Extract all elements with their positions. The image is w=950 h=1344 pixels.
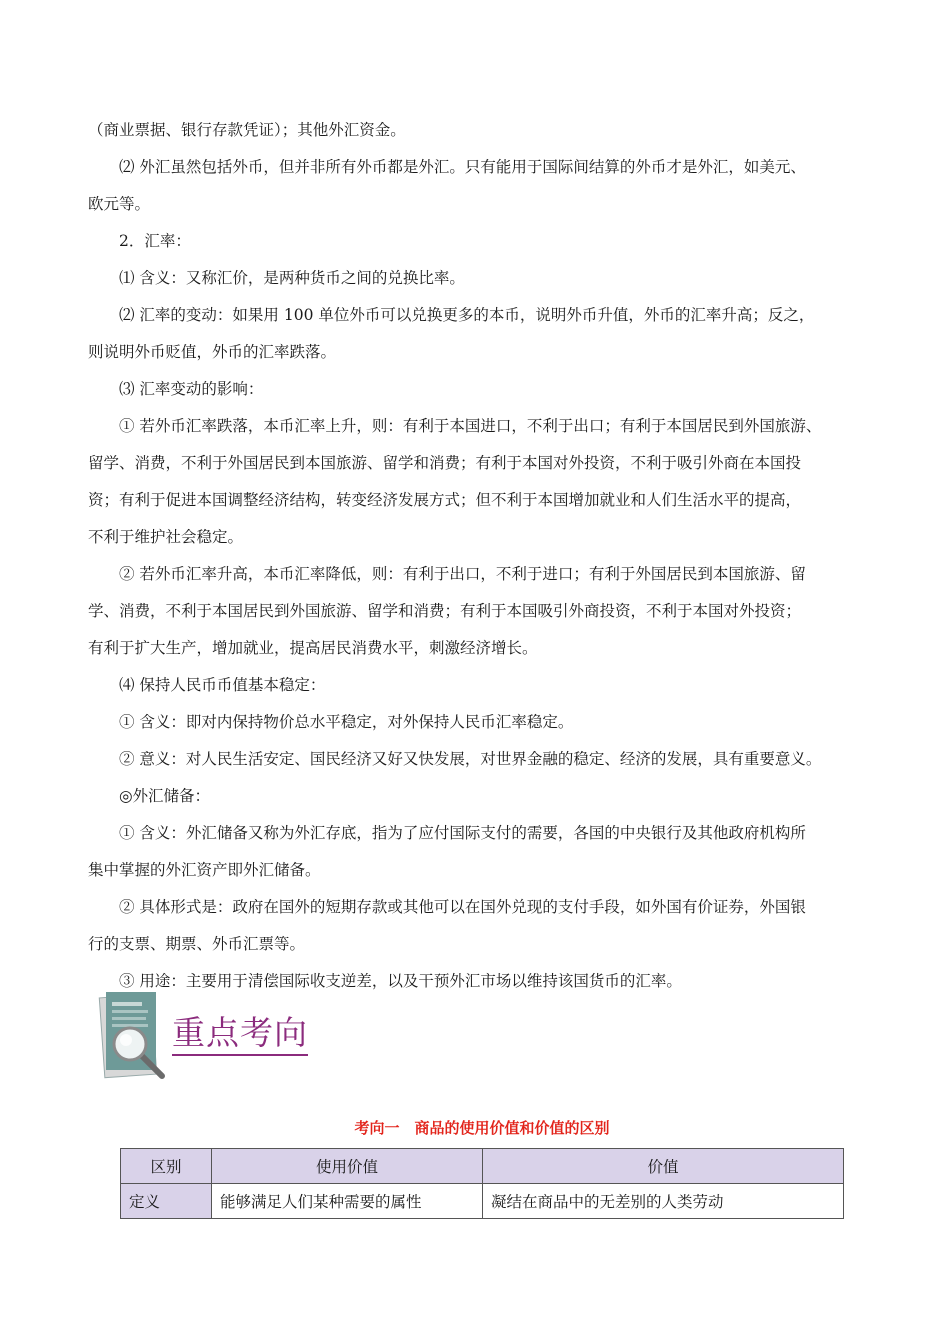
paragraph: 不利于维护社会稳定。 [88, 528, 244, 546]
body-text [88, 112, 878, 1000]
paragraph: 集中掌握的外汇资产即外汇储备。 [88, 861, 321, 879]
table-row [121, 1184, 844, 1219]
paragraph: ⑶ 汇率变动的影响： [119, 380, 264, 398]
table-title: 考向一 商品的使用价值和价值的区别 [354, 1119, 610, 1137]
table-header-row [121, 1149, 844, 1184]
paragraph: ⑴ 含义：又称汇价，是两种货币之间的兑换比率。 [119, 269, 465, 287]
paragraph: ② 意义：对人民生活安定、国民经济又好又快发展，对世界金融的稳定、经济的发展，具有重要意义。 [119, 750, 822, 768]
paragraph: 则说明外币贬值，外币的汇率跌落。 [88, 343, 337, 361]
paragraph: ③ 用途：主要用于清偿国际收支逆差，以及干预外汇市场以维持该国货币的汇率。 [119, 972, 682, 990]
table-header-cell: 区别 [121, 1149, 212, 1184]
paragraph: 2．汇率： [119, 232, 191, 250]
paragraph: 有利于扩大生产，增加就业，提高居民消费水平，刺激经济增长。 [88, 639, 538, 657]
paragraph: ⑵ 汇率的变动：如果用 100 单位外币可以兑换更多的本币，说明外币升值，外币的汇率升高；反之， [119, 306, 815, 324]
paragraph: （商业票据、银行存款凭证）；其他外汇资金。 [88, 121, 406, 139]
section-banner [96, 990, 336, 1082]
paragraph: ⑷ 保持人民币币值基本稳定： [119, 676, 326, 694]
paragraph: 欧元等。 [88, 195, 151, 213]
magnifier-document-icon [96, 990, 176, 1082]
table-header-cell: 使用价值 [212, 1149, 483, 1184]
paragraph: ② 具体形式是：政府在国外的短期存款或其他可以在国外兑现的支付手段，如外国有价证券，外国银 [119, 898, 806, 916]
paragraph: 留学、消费，不利于外国居民到本国旅游、留学和消费；有利于本国对外投资，不利于吸引外商在本国投 [88, 454, 802, 472]
paragraph: ② 若外币汇率升高，本币汇率降低，则：有利于出口，不利于进口；有利于外国居民到本国旅游、留 [119, 565, 806, 583]
paragraph: 学、消费，不利于本国居民到外国旅游、留学和消费；有利于本国吸引外商投资，不利于本国对外投资； [88, 602, 802, 620]
paragraph: ① 若外币汇率跌落，本币汇率上升，则：有利于本国进口，不利于出口；有利于本国居民到外国旅游、 [119, 417, 822, 435]
table-cell: 能够满足人们某种需要的属性 [212, 1184, 483, 1219]
table-header-cell: 价值 [483, 1149, 844, 1184]
paragraph: ⑵ 外汇虽然包括外币，但并非所有外币都是外汇。只有能用于国际间结算的外币才是外汇，如美元、 [119, 158, 806, 176]
paragraph: 行的支票、期票、外币汇票等。 [88, 935, 306, 953]
section-title: 重点考向 [172, 1014, 308, 1056]
paragraph: ◎外汇储备： [119, 787, 211, 805]
paragraph: ① 含义：即对内保持物价总水平稳定，对外保持人民币汇率稳定。 [119, 713, 574, 731]
comparison-table [120, 1148, 844, 1219]
table-cell: 凝结在商品中的无差别的人类劳动 [483, 1184, 844, 1219]
paragraph: ① 含义：外汇储备又称为外汇存底，指为了应付国际支付的需要，各国的中央银行及其他政府机构所 [119, 824, 806, 842]
table-cell: 定义 [121, 1184, 212, 1219]
paragraph: 资；有利于促进本国调整经济结构，转变经济发展方式；但不利于本国增加就业和人们生活水平的提高， [88, 491, 802, 509]
